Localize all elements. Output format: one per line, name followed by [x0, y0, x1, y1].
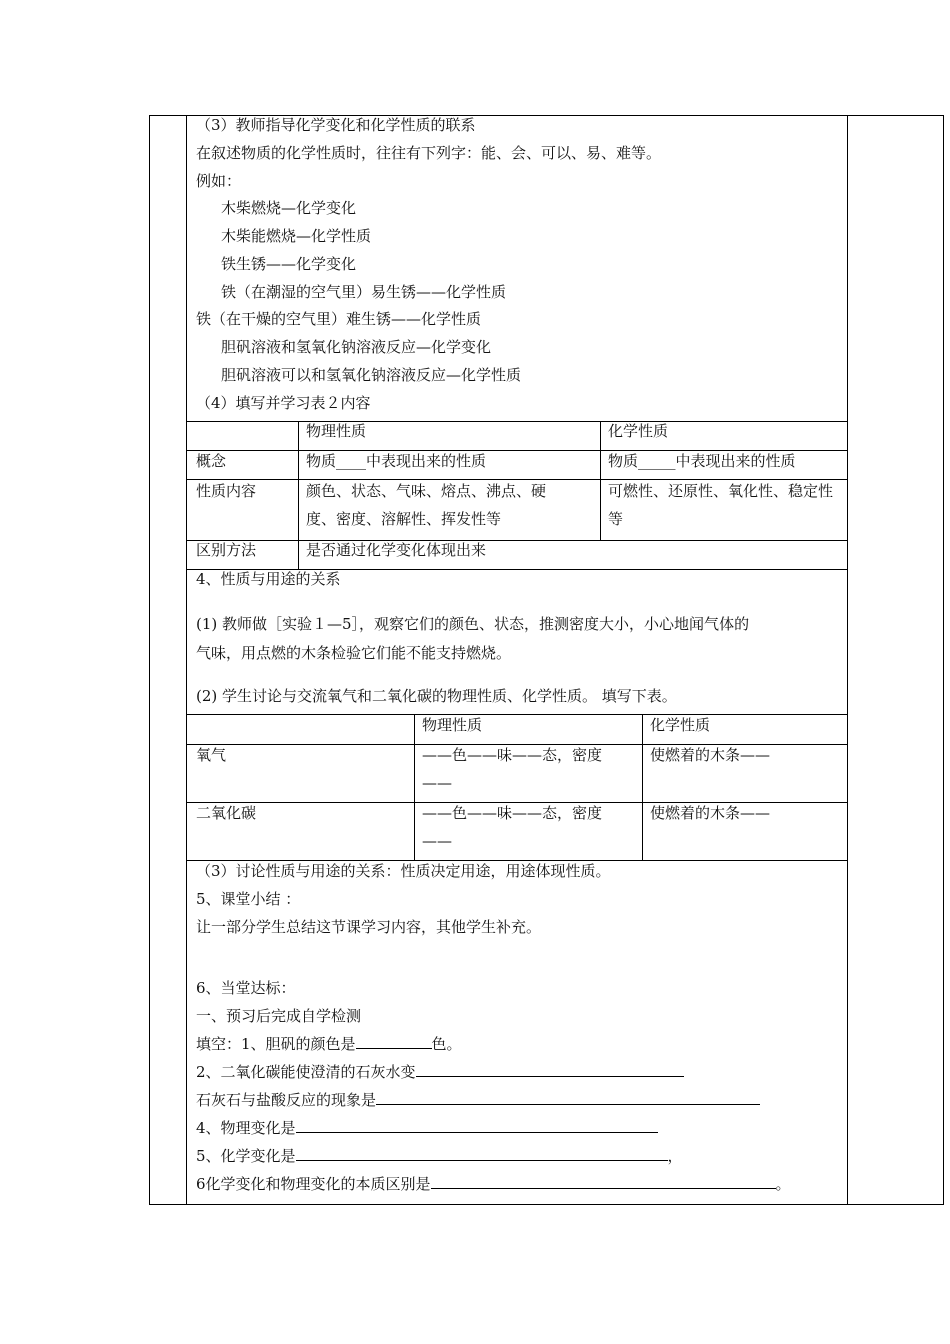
gas-table-cell: —— — [422, 832, 452, 850]
answer-blank[interactable] — [431, 1174, 776, 1189]
part5-text: 让一部分学生总结这节课学习内容，其他学生补充。 — [196, 918, 542, 936]
gas-table-cell: 使燃着的木条—— — [650, 804, 771, 822]
question-6-suffix: 。 — [775, 1175, 791, 1193]
table2-row-label: 区别方法 — [196, 541, 257, 559]
section3-heading: （3）教师指导化学变化和化学性质的联系 — [196, 116, 476, 134]
table2-line — [186, 479, 848, 480]
gas-table-cell: ——色——味——态，密度 — [422, 804, 603, 822]
table2-cell: 度、密度、溶解性、挥发性等 — [306, 510, 502, 528]
table2-header: 化学性质 — [608, 422, 669, 440]
section3-intro: 在叙述物质的化学性质时，往往有下列字：能、会、可以、易、难等。 — [196, 144, 662, 162]
example-item: 胆矾溶液和氢氧化钠溶液反应—化学变化 — [221, 338, 492, 356]
question-6-prefix: 6化学变化和物理变化的本质区别是 — [196, 1175, 431, 1193]
inner-right-border — [847, 115, 848, 1205]
inner-left-border — [186, 115, 187, 1205]
part6-heading: 6、当堂达标： — [196, 979, 296, 997]
question-1 — [196, 1034, 462, 1054]
table2-col-line — [298, 421, 299, 569]
part4-paragraph: (1) 教师做［实验１—5］，观察它们的颜色、状态，推测密度大小，小心地闻气体的 — [196, 615, 750, 633]
answer-blank[interactable] — [296, 1146, 668, 1161]
part4-paragraph: （3）讨论性质与用途的关系：性质决定用途，用途体现性质。 — [196, 862, 611, 880]
table2-row-label: 概念 — [196, 452, 227, 470]
question-1-suffix: 色。 — [431, 1035, 462, 1053]
table2-row-label: 性质内容 — [196, 482, 257, 500]
outer-left-border — [149, 115, 150, 1205]
example-item: 铁生锈——化学变化 — [221, 255, 357, 273]
part5-heading: 5、课堂小结 ： — [196, 890, 301, 908]
answer-blank[interactable] — [416, 1062, 684, 1077]
section4-heading: （4）填写并学习表２内容 — [196, 394, 371, 412]
gas-table-col-line — [414, 714, 415, 860]
question-3 — [196, 1090, 760, 1110]
part6-subheading: 一、预习后完成自学检测 — [196, 1007, 362, 1025]
answer-blank[interactable] — [376, 1090, 760, 1105]
question-4-prefix: 4、物理变化是 — [196, 1119, 296, 1137]
table2-cell: 物质_____中表现出来的性质 — [608, 452, 796, 470]
question-4 — [196, 1118, 658, 1138]
bottom-border — [149, 1204, 944, 1205]
gas-table-header: 化学性质 — [650, 716, 711, 734]
gas-table-col-line — [642, 714, 643, 860]
question-3-prefix: 石灰石与盐酸反应的现象是 — [196, 1091, 377, 1109]
part4-paragraph: (2) 学生讨论与交流氧气和二氧化碳的物理性质、化学性质。 填写下表。 — [196, 687, 677, 705]
outer-right-border — [943, 115, 944, 1205]
example-item: 胆矾溶液可以和氢氧化钠溶液反应—化学性质 — [221, 366, 522, 384]
example-item: 木柴能燃烧—化学性质 — [221, 227, 372, 245]
table2-cell: 可燃性、还原性、氧化性、稳定性 — [608, 482, 834, 500]
example-item: 铁（在干燥的空气里）难生锈——化学性质 — [196, 310, 482, 328]
gas-table-header: 物理性质 — [422, 716, 483, 734]
gas-table-row-label: 氧气 — [196, 746, 227, 764]
answer-blank[interactable] — [296, 1118, 658, 1133]
table2-header: 物理性质 — [306, 422, 367, 440]
question-5-suffix: ， — [667, 1147, 683, 1165]
gas-table-cell: 使燃着的木条—— — [650, 746, 771, 764]
example-item: 木柴燃烧—化学变化 — [221, 199, 357, 217]
question-5 — [196, 1146, 683, 1166]
table2-cell: 是否通过化学变化体现出来 — [306, 541, 487, 559]
question-2-prefix: 2、二氧化碳能使澄清的石灰水变 — [196, 1063, 416, 1081]
table2-col-line — [600, 421, 601, 541]
gas-table-line — [186, 714, 848, 715]
table2-cell: 颜色、状态、气味、熔点、沸点、硬 — [306, 482, 547, 500]
table2-cell: 等 — [608, 510, 624, 528]
question-5-prefix: 5、化学变化是 — [196, 1147, 296, 1165]
table2-line — [186, 421, 848, 422]
answer-blank[interactable] — [356, 1034, 432, 1049]
question-6 — [196, 1174, 791, 1194]
part4-paragraph: 气味，用点燃的木条检验它们能不能支持燃烧。 — [196, 644, 512, 662]
gas-table-cell: —— — [422, 774, 452, 792]
table2-cell: 物质____中表现出来的性质 — [306, 452, 487, 470]
question-2 — [196, 1062, 684, 1082]
gas-table-cell: ——色——味——态，密度 — [422, 746, 603, 764]
question-1-prefix: 填空：1、胆矾的颜色是 — [196, 1035, 356, 1053]
example-label: 例如： — [196, 172, 242, 190]
part4-heading: 4、性质与用途的关系 — [196, 570, 341, 588]
example-item: 铁（在潮湿的空气里）易生锈——化学性质 — [221, 283, 507, 301]
table2-line — [186, 540, 848, 541]
gas-table-row-label: 二氧化碳 — [196, 804, 257, 822]
